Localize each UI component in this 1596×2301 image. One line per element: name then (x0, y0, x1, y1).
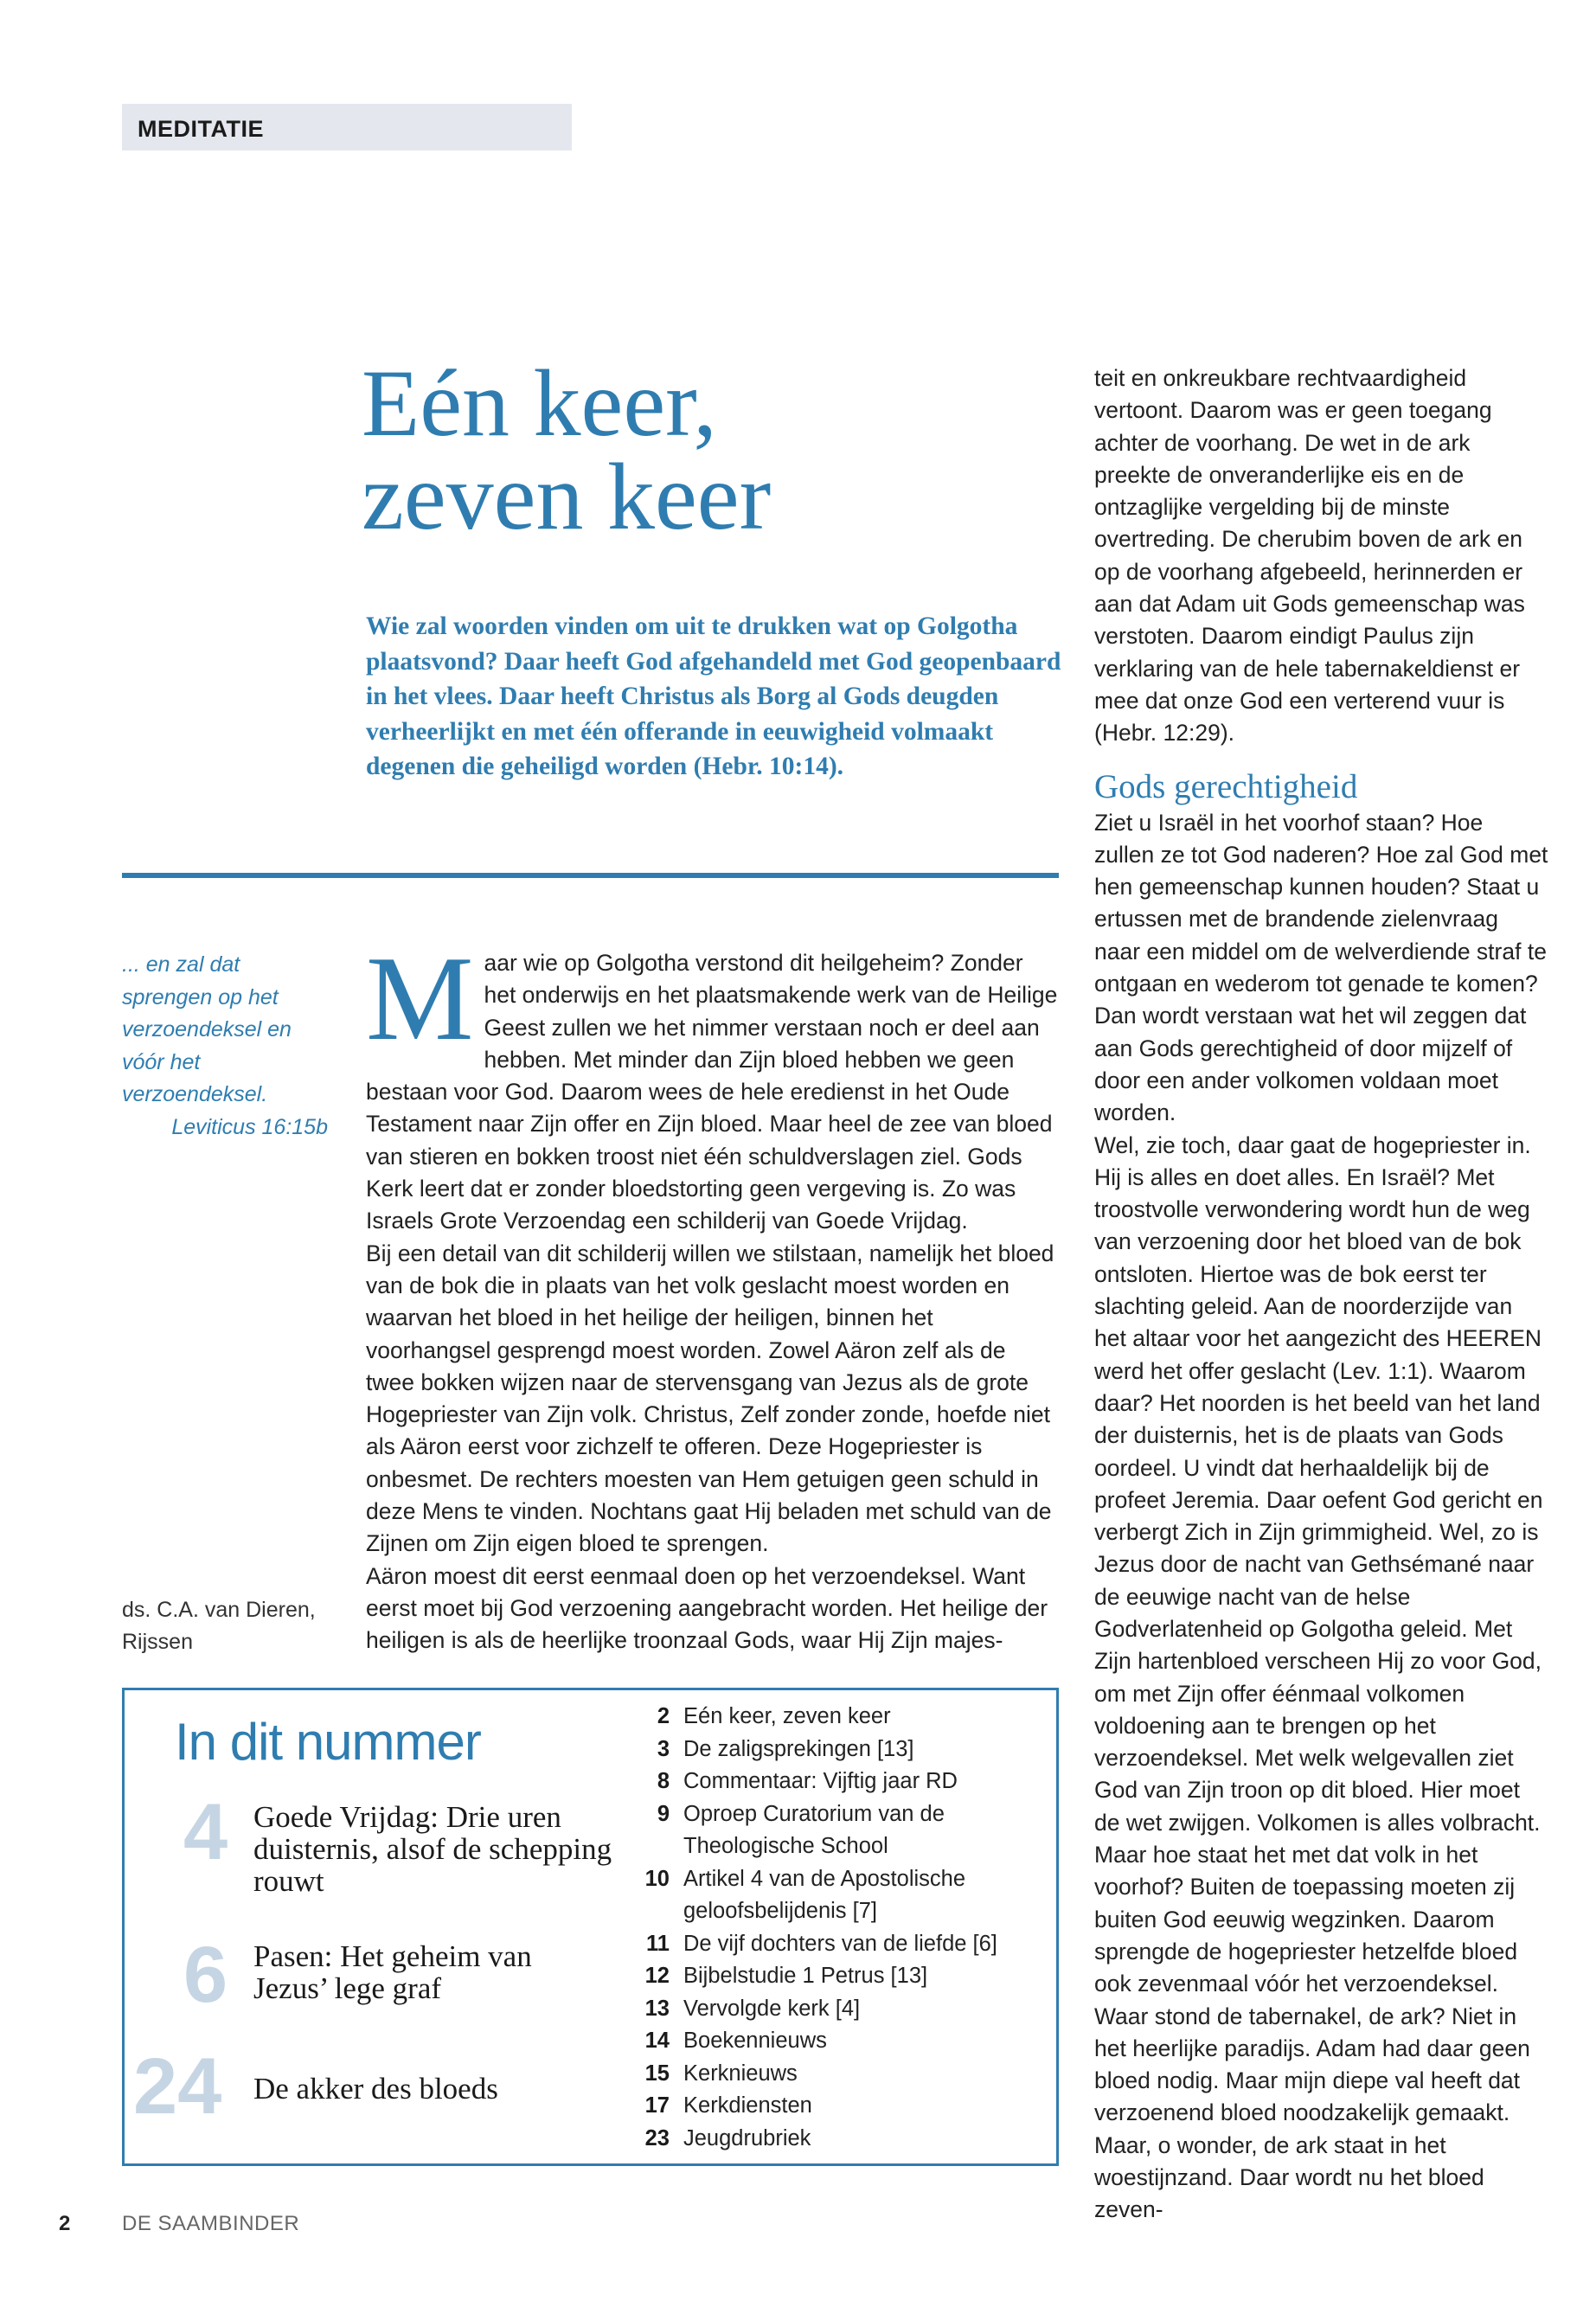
feature-item[interactable] (125, 2042, 626, 2135)
contents-page-number: 14 (644, 2029, 670, 2053)
contents-page-number: 23 (644, 2125, 670, 2150)
feature-title: Pasen: Het geheim van Jezus’ lege graf (253, 1939, 532, 2005)
contents-list-item[interactable] (626, 2025, 1042, 2058)
page-number: 2 (59, 2212, 71, 2235)
contents-list-item[interactable] (626, 1766, 1042, 1798)
contents-page-number: 17 (644, 2093, 670, 2118)
body-paragraph-3: Aäron moest dit eerst eenmaal doen op het verzoendeksel. Want eerst moet bij God verzoening aangebracht worden. Het heilige der heiligen is als de heerlijke troonzaal Gods, waar Hij Zijn majes- (366, 1562, 1048, 1654)
body-paragraph-1: aar wie op Golgotha verstond dit heilgeheim? Zonder het onderwijs en het plaatsmakende werk van de Heilige Geest zullen we het nimmer verstaan noch er deel aan hebben. Met minder dan Zijn bloed hebben we geen bestaan voor God. Daarom wees de hele eredienst in het Oude Testament naar Zijn offer en Zijn bloed. Maar heel de zee van bloed van stieren en bokken troost niet één schuldverslagen ziel. Gods Kerk leert dat er zonder bloedstorting geen vergeving is. Zo was Israels Grote Verzoendag een schilderij van Goede Vrijdag. (366, 950, 1058, 1234)
contents-list-item[interactable] (626, 1960, 1042, 1993)
feature-title: Goede Vrijdag: Drie uren duisternis, alsof de schepping rouwt (253, 1800, 612, 1898)
feature-page-number: 4 (183, 1788, 228, 1876)
contents-page-number: 13 (644, 1996, 670, 2021)
right-paragraph-1: teit en onkreukbare rechtvaardigheid vertoont. Daarom was er geen toegang achter de voorhang. De wet in de ark preekte de onveranderlijke eis en de ontzaglijke vergelding bij de minste overtreding. De cherubim boven de ark en op de voorhang afgebeeld, herinnerden er aan dat Adam uit Gods gemeenschap was verstoten. Daarom eindigt Paulus zijn verklaring van de hele tabernakeldienst er mee dat onze God een verterend vuur is (Hebr. 12:29). (1094, 365, 1525, 747)
contents-item-title: Eén keer, zeven keer (683, 1704, 891, 1728)
contents-box (122, 1688, 1059, 2166)
contents-list-item[interactable] (626, 1863, 1055, 1928)
contents-item-title: Boekennieuws (683, 2029, 827, 2053)
feature-item[interactable] (125, 1931, 626, 2023)
contents-item-title: De zaligsprekingen [13] (683, 1736, 914, 1761)
contents-list-item[interactable] (626, 1928, 1042, 1961)
section-tag: MEDITATIE (122, 104, 572, 151)
body-column-right (1094, 362, 1548, 2227)
contents-item-title: Kerkdiensten (683, 2093, 812, 2118)
contents-list-item[interactable] (626, 1798, 977, 1863)
contents-item-title: Commentaar: Vijftig jaar RD (683, 1769, 958, 1793)
contents-heading: In dit nummer (175, 1713, 481, 1771)
contents-page-number: 8 (657, 1769, 670, 1793)
contents-list-item[interactable] (626, 2058, 1042, 2091)
article-intro: Wie zal woorden vinden om uit te drukken wat op Golgotha plaatsvond? Daar heeft God afgehandeld met God geopenbaard in het vlees. Daar heeft Christus als Borg al Gods deugden verheerlijkt en met één offerande in eeuwigheid volmaakt degenen die geheiligd worden (Hebr. 10:14). (366, 612, 1061, 780)
contents-item-title: Artikel 4 van de Apostolische geloofsbelijdenis [7] (683, 1866, 966, 1923)
right-paragraph-2: Ziet u Israël in het voorhof staan? Hoe zullen ze tot God naderen? Hoe zal God met hen gemeenschap kunnen houden? Staat u ertussen met de brandende zielenvraag naar een middel om de welverdiende straf te ontgaan en wederom tot genade te komen? Dan wordt verstaan wat het wil zeggen dat aan Gods gerechtigheid of door mijzelf of door een ander volkomen voldaan moet worden. (1094, 809, 1548, 1126)
contents-page-number: 12 (644, 1964, 670, 1988)
subheading: Gods gerechtigheid (1094, 767, 1358, 805)
author-place: Rijssen (122, 1630, 193, 1654)
title-line-2: zeven keer (362, 444, 772, 549)
contents-item-title: Vervolgde kerk [4] (683, 1996, 861, 2021)
contents-list (626, 1701, 1042, 2155)
contents-page-number: 3 (657, 1736, 670, 1761)
pull-quote-text: ... en zal dat sprengen op het verzoendeksel en vóór het verzoendeksel. (122, 952, 292, 1106)
author-credit (122, 1594, 330, 1658)
pull-quote-reference: Leviticus 16:15b (171, 1114, 328, 1139)
magazine-name: DE SAAMBINDER (122, 2212, 300, 2235)
contents-item-title: Jeugdrubriek (683, 2125, 811, 2150)
feature-item[interactable] (125, 1788, 626, 1907)
feature-page-number: 24 (133, 2042, 222, 2131)
body-column-left (366, 932, 1058, 1657)
contents-page-number: 15 (644, 2061, 670, 2086)
contents-item-title: Oproep Curatorium van de Theologische School (683, 1801, 945, 1858)
contents-item-title: Bijbelstudie 1 Petrus [13] (683, 1964, 928, 1988)
contents-list-item[interactable] (626, 2090, 1042, 2123)
contents-page-number: 11 (646, 1931, 670, 1956)
body-paragraph-2: Bij een detail van dit schilderij willen we stilstaan, namelijk het bloed van de bok die in plaats van het volk geslacht moest worden en waarvan het bloed in het heilige der heiligen, binnen het voorhangsel gesprengd moest worden. Zowel Aäron zelf als de twee bokken wijzen naar de stervensgang van Jezus als de grote Hogepriester van Zijn volk. Christus, Zelf zonder zonde, hoefde niet als Aäron eerst voor zichzelf te offeren. Deze Hogepriester is onbesmet. De rechters moesten van Hem getuigen geen schuld in deze Mens te vinden. Nochtans gaat Hij beladen met schuld van de Zijnen om Zijn eigen bloed te sprengen. (366, 1240, 1054, 1557)
contents-page-number: 10 (644, 1866, 670, 1891)
feature-page-number: 6 (183, 1931, 228, 2019)
contents-list-item[interactable] (626, 1701, 1042, 1734)
drop-cap: M (366, 932, 474, 1066)
contents-item-title: De vijf dochters van de liefde [6] (683, 1931, 997, 1956)
contents-page-number: 9 (657, 1801, 670, 1826)
article-title (362, 350, 1071, 549)
pull-quote (122, 949, 330, 1144)
author-name: ds. C.A. van Dieren, (122, 1598, 316, 1622)
feature-title: De akker des bloeds (253, 2072, 498, 2106)
title-line-1: Eén keer, (362, 350, 717, 456)
contents-list-item[interactable] (626, 2123, 1042, 2156)
divider-rule (122, 873, 1059, 878)
contents-page-number: 2 (657, 1704, 670, 1728)
contents-list-item[interactable] (626, 1993, 1042, 2026)
right-paragraph-3: Wel, zie toch, daar gaat de hogepriester in. Hij is alles en doet alles. En Israël? Met troostvolle verwondering wordt hun de weg van verzoening door het bloed van de bok ontsloten. Hiertoe was de bok eerst ter slachting geleid. Aan de noorderzijde van het altaar voor het aangezicht des HEEREN werd het offer geslacht (Lev. 1:1). Waarom daar? Het noorden is het beeld van het land der duisternis, het is de plaats van Gods oordeel. U vindt dat herhaaldelijk bij de profeet Jeremia. Daar oefent God gericht en verbergt Zich in Zijn grimmigheid. Wel, zo is Jezus door de nacht van Gethsémané naar de eeuwige nacht van de helse Godverlatenheid op Golgotha geleid. Met Zijn hartenbloed verscheen Hij zo voor God, om met Zijn offer éénmaal volkomen voldoening aan te brengen op het verzoendeksel. Met welk welgevallen ziet God van Zijn troon op dit bloed. Hier moet de wet zwijgen. Volkomen is alles volbracht. Maar hoe staat het met dat volk in het voorhof? Buiten de toepassing moeten zij buiten God eeuwig wegzinken. Daarom sprengde de hogepriester hetzelfde bloed ook zevenmaal vóór het verzoendeksel. Waar stond de tabernakel, de ark? Niet in het heerlijke paradijs. Adam had daar geen bloed nodig. Maar mijn diepe val heeft dat verzoenend bloed noodzakelijk gemaakt. Maar, o wonder, de ark staat in het woestijnzand. Daar wordt nu het bloed zeven- (1094, 1131, 1543, 2223)
contents-item-title: Kerknieuws (683, 2061, 798, 2086)
contents-list-item[interactable] (626, 1734, 1042, 1766)
